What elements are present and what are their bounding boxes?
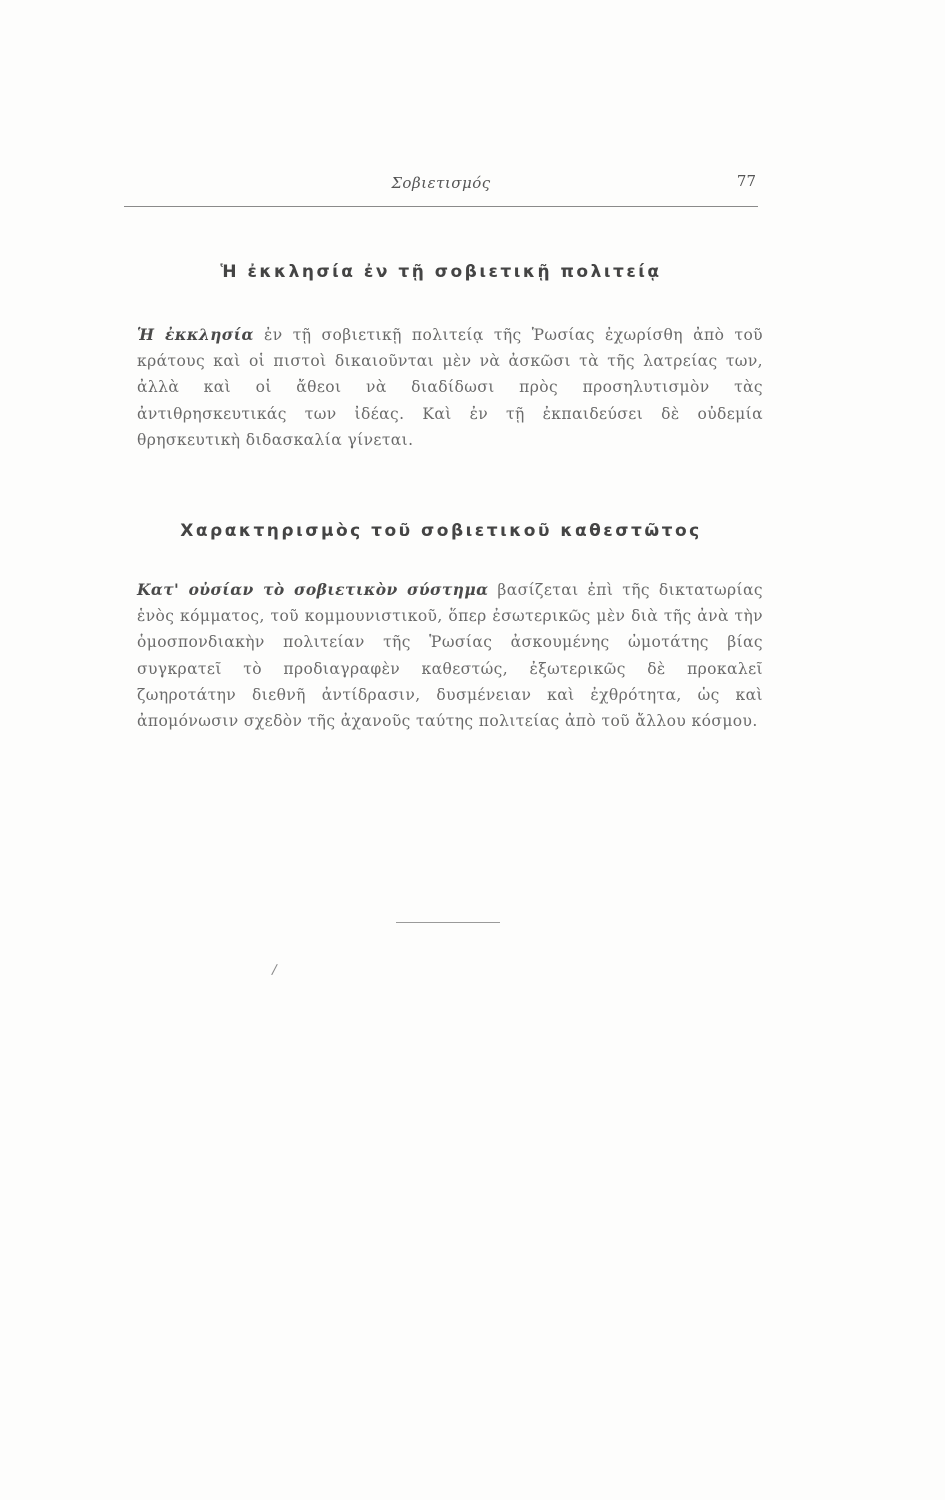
paragraph-lead: Κατ' οὐσίαν τὸ σοβιετικὸν σύστημα [137, 580, 489, 599]
running-title: Σοβιετισμός [391, 174, 491, 192]
section-end-rule [396, 922, 500, 923]
page-number: 77 [736, 172, 756, 190]
paragraph-regime [137, 577, 763, 734]
paragraph-lead: Ἡ ἐκκλησία [137, 325, 254, 344]
header-rule [124, 206, 758, 207]
stray-mark: / [270, 961, 279, 979]
paragraph-body: βασίζεται ἐπὶ τῆς δικτατωρίας ἑνὸς κόμματος, τοῦ κομμουνιστικοῦ, ὅπερ ἐσωτερικῶς μὲν διὰ τῆς ἀνὰ τὴν ὁμοσπονδιακὴν πολιτείαν τῆς Ῥωσίας ἀσκουμένης ὠμοτάτης βίας συγκρατεῖ τὸ προδιαγραφὲν καθεστώς, ἐξωτερικῶς δὲ προκαλεῖ ζωηροτάτην διεθνῆ ἀντίδρασιν, δυσμένειαν καὶ ἐχθρότητα, ὡς καὶ ἀπομόνωσιν σχεδὸν τῆς ἀχανοῦς ταύτης πολιτείας ἀπὸ τοῦ ἄλλου κόσμου. [137, 581, 763, 731]
running-head [124, 172, 758, 202]
paragraph-body: ἐν τῇ σοβιετικῇ πολιτείᾳ τῆς Ῥωσίας ἐχωρίσθη ἀπὸ τοῦ κράτους καὶ οἱ πιστοὶ δικαιοῦνται μὲν νὰ ἀσκῶσι τὰ τῆς λατρείας των, ἀλλὰ καὶ οἱ ἄθεοι νὰ διαδίδωσι πρὸς προσηλυτισμὸν τὰς ἀντιθρησκευτικάς των ἰδέας. Καὶ ἐν τῇ ἐκπαιδεύσει δὲ οὐδεμία θρησκευτικὴ διδασκαλία γίνεται. [137, 326, 764, 449]
paragraph-church [137, 322, 763, 453]
section-heading-regime: Χαρακτηρισμὸς τοῦ σοβιετικοῦ καθεστῶτος [180, 521, 702, 541]
section-heading-church: Ἡ ἐκκλησία ἐν τῇ σοβιετικῇ πολιτείᾳ [220, 262, 662, 282]
